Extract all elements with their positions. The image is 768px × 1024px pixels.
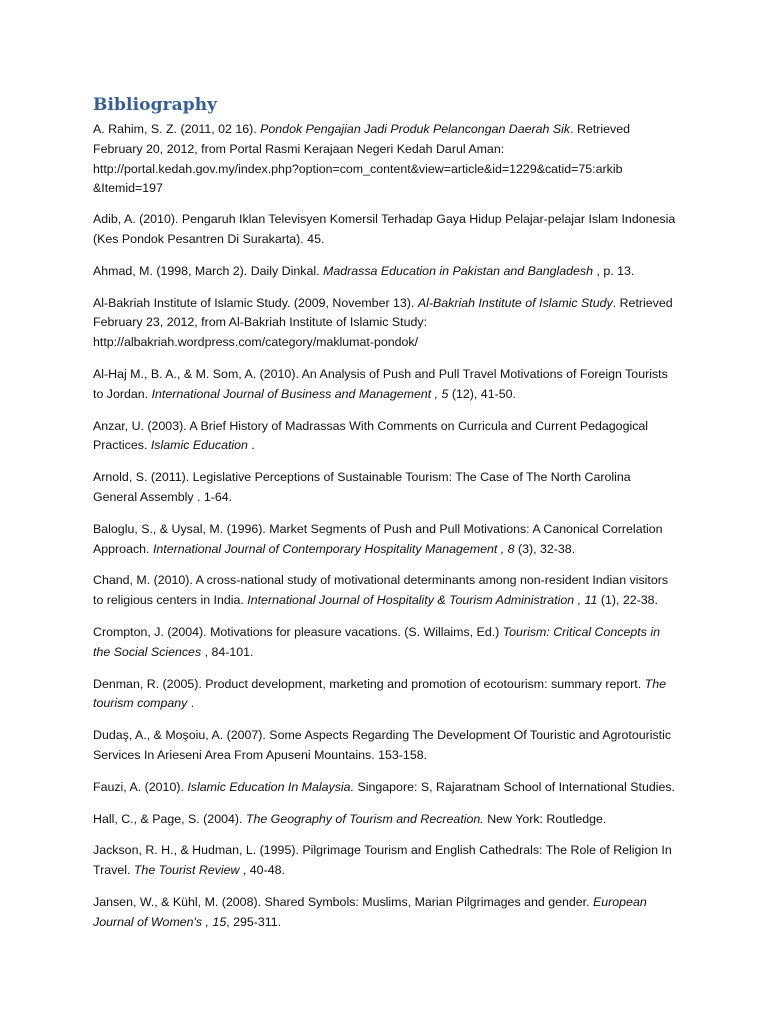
entry-text: (1), 22-38. — [597, 593, 658, 608]
bibliography-entry — [93, 294, 678, 353]
bibliography-entry — [93, 623, 678, 663]
entry-text: , 84-101. — [201, 644, 254, 659]
entry-italic-text: Pondok Pengajian Jadi Produk Pelancongan Daerah Sik — [260, 122, 571, 136]
bibliography-entry — [93, 571, 678, 611]
entry-italic-text: European Journal of Women's , 15 — [93, 894, 647, 929]
entry-text: (12), 41-50. — [448, 386, 516, 401]
bibliography-entry — [93, 520, 678, 560]
entry-italic-text: Al-Bakriah Institute of Islamic Study — [417, 295, 613, 310]
bibliography-entry — [93, 841, 678, 881]
entry-text: Ahmad, M. (1998, March 2). Daily Dinkal. — [93, 263, 323, 278]
entry-italic-text: The tourism company — [93, 676, 666, 711]
bibliography-entry — [93, 417, 678, 457]
entry-text: Singapore: S, Rajaratnam School of International Studies. — [354, 779, 676, 794]
entry-italic-text: Islamic Education — [150, 438, 248, 453]
bibliography-entry — [93, 262, 678, 282]
bibliography-entry — [93, 726, 678, 766]
entry-text: Jansen, W., & Kühl, M. (2008). Shared Symbols: Muslims, Marian Pilgrimages and gender. — [93, 894, 593, 909]
bibliography-entry — [93, 210, 678, 250]
bibliography-entry — [93, 778, 678, 798]
entry-text: Denman, R. (2005). Product development, marketing and promotion of ecotourism: summary report. — [93, 676, 645, 691]
bibliography-entry — [93, 468, 678, 508]
entry-text: Arnold, S. (2011). Legislative Perceptions of Sustainable Tourism: The Case of The North Carolina General Assembly . 1-64. — [93, 470, 631, 504]
entry-text: Al-Haj M., B. A., & M. Som, A. (2010). An Analysis of Push and Pull Travel Motivations of Foreign Tourists to Jordan. — [93, 366, 668, 401]
page-title: Bibliography — [93, 95, 218, 115]
entry-text: Chand, M. (2010). A cross-national study of motivational determinants among non-resident Indian visitors to religious centers in India. — [93, 573, 669, 608]
entry-text: , 295-311. — [226, 914, 282, 929]
entry-text: Crompton, J. (2004). Motivations for pleasure vacations. (S. Willaims, Ed.) — [93, 624, 503, 639]
entry-text: New York: Routledge. — [483, 811, 607, 826]
entry-text: Fauzi, A. (2010). — [93, 779, 188, 794]
bibliography-list — [93, 120, 678, 933]
bibliography-entry — [93, 893, 678, 933]
bibliography-entry — [93, 365, 678, 405]
entry-italic-text: Tourism: Critical Concepts in the Social Sciences — [93, 624, 660, 659]
entry-text: . — [187, 696, 195, 711]
entry-text: Adib, A. (2010). Pengaruh Iklan Televisyen Komersil Terhadap Gaya Hidup Pelajar-pelajar Islam Indonesia (Kes Pondok Pesantren Di Surakarta). 45. — [93, 212, 676, 246]
entry-italic-text: The Geography of Tourism and Recreation. — [245, 811, 484, 826]
entry-italic-text: International Journal of Business and Management , 5 — [151, 386, 449, 401]
bibliography-entry — [93, 120, 678, 199]
entry-text: Baloglu, S., & Uysal, M. (1996). Market Segments of Push and Pull Motivations: A Canonical Correlation Approach. — [93, 521, 663, 556]
entry-text: Dudaş, A., & Moşoiu, A. (2007). Some Aspects Regarding The Development Of Touristic and Agrotouristic Services In Arieseni Area From Apuseni Mountains. 153-158. — [93, 728, 672, 762]
entry-text: , 40-48. — [239, 863, 285, 878]
entry-text: . — [247, 438, 255, 453]
bibliography-entry — [93, 675, 678, 715]
entry-italic-text: Islamic Education In Malaysia. — [187, 779, 355, 794]
entry-text: . Retrieved February 23, 2012, from Al-Bakriah Institute of Islamic Study: http://albakriah.wordpress.com/category/maklumat-pondok/ — [93, 295, 673, 350]
entry-text: Jackson, R. H., & Hudman, L. (1995). Pilgrimage Tourism and English Cathedrals: The Role of Religion In Travel. — [93, 843, 672, 878]
entry-italic-text: The Tourist Review — [133, 863, 240, 878]
entry-text: (3), 32-38. — [514, 541, 576, 556]
entry-text: Al-Bakriah Institute of Islamic Study. (2009, November 13). — [93, 295, 418, 310]
entry-text: , p. 13. — [593, 263, 635, 278]
entry-text: Hall, C., & Page, S. (2004). — [93, 811, 246, 826]
bibliography-page — [93, 94, 678, 945]
entry-italic-text: International Journal of Contemporary Hospitality Management , 8 — [152, 541, 515, 556]
entry-text: Anzar, U. (2003). A Brief History of Madrassas With Comments on Curricula and Current Pedagogical Practices. — [93, 418, 649, 453]
entry-italic-text: Madrassa Education in Pakistan and Bangladesh — [323, 263, 594, 278]
entry-text: A. Rahim, S. Z. (2011, 02 16). — [93, 122, 261, 136]
entry-italic-text: International Journal of Hospitality & Tourism Administration , 11 — [247, 593, 598, 608]
bibliography-entry — [93, 810, 678, 830]
entry-text: . Retrieved February 20, 2012, from Portal Rasmi Kerajaan Negeri Kedah Darul Aman: http://portal.kedah.gov.my/index.php?option=com_content&view=article&id=1229&catid=75:arkib &Itemid=197 — [93, 122, 631, 196]
